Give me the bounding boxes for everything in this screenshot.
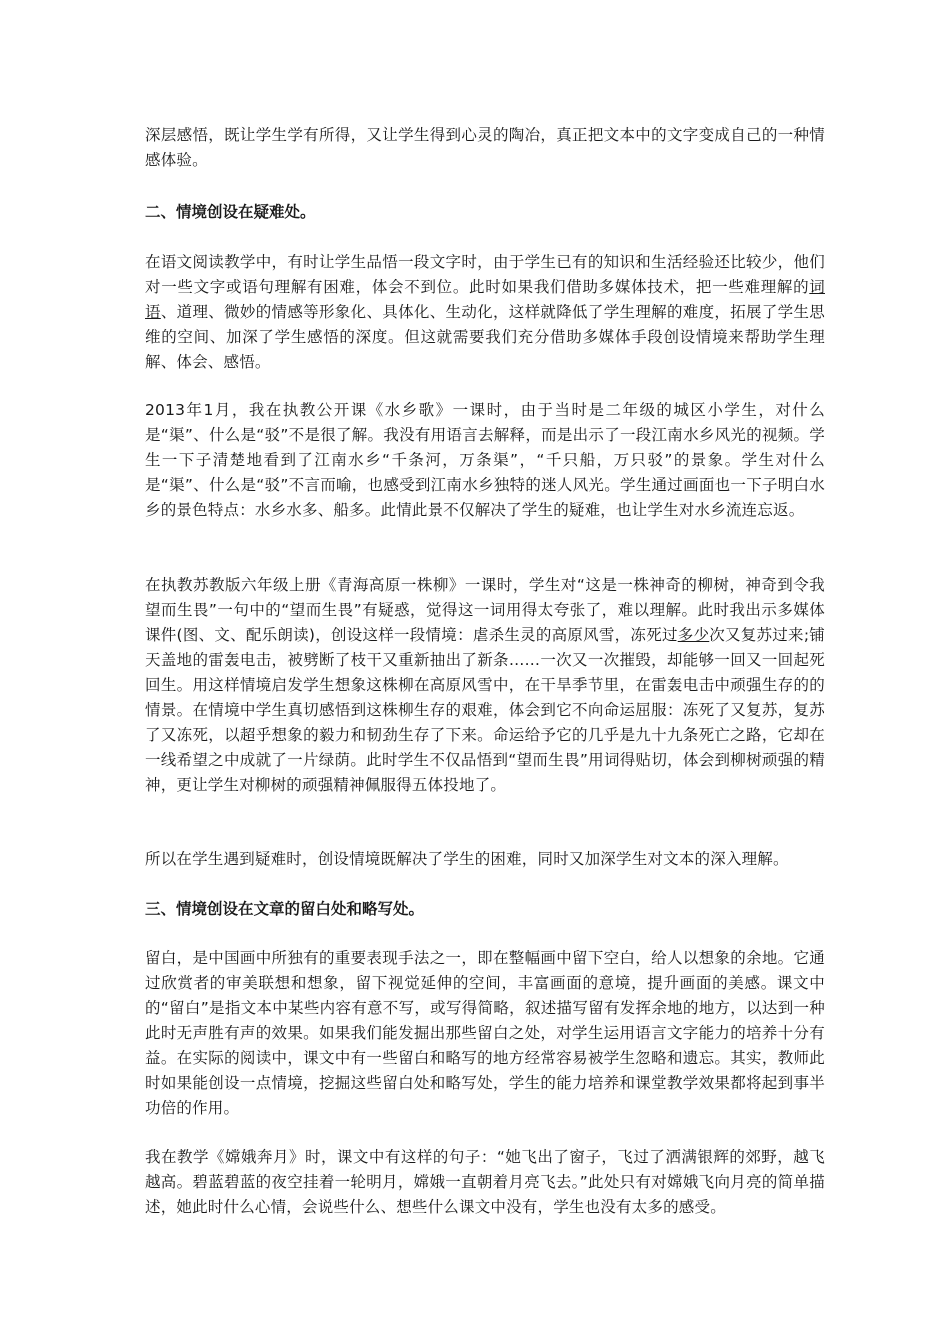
paragraph-liubai: 留白，是中国画中所独有的重要表现手法之一，即在整幅画中留下空白，给人以想象的余地。它通过欣赏者的审美联想和想象，留下视觉延伸的空间，丰富画面的意境，提升画面的美感。课文中的“留白”是指文本中某些内容有意不写，或写得简略，叙述描写留有发挥余地的地方，以达到一种此时无声胜有声的效果。如果我们能发掘出那些留白之处，对学生运用语言文字能力的培养十分有益。在实际的阅读中，课文中有一些留白和略写的地方经常容易被学生忽略和遗忘。其实，教师此时如果能创设一点情境，挖掘这些留白处和略写处，学生的能力培养和课堂教学效果都将起到事半功倍的作用。 [145, 949, 825, 1117]
paragraph-text: 在执教苏教版六年级上册《青海高原一株柳》一课时，学生对“这是一株神奇的柳树，神奇到令我望而生畏”一句中的“望而生畏”有疑惑，觉得这一词用得太夸张了，难以理解。此时我出示多媒体课件(图、文、配乐朗读)，创设这样一段情境：虐杀生灵的高原风雪，冻死过 [145, 576, 825, 644]
underlined-word: 词语 [145, 278, 825, 321]
paragraph-intro-continuation: 深层感悟，既让学生学有所得，又让学生得到心灵的陶冶，真正把文本中的文字变成自己的一种情感体验。 [145, 126, 825, 169]
paragraph-text: 次又复苏过来;铺天盖地的雷轰电击，被劈断了枝干又重新抽出了新条……一次又一次摧毁，却能够一回又一回起死回生。用这样情境启发学生想象这株柳在高原风雪中，在干旱季节里，在雷轰电击中顽强生存的的情景。在情境中学生真切感悟到这株柳生存的艰难，体会到它不向命运屈服：冻死了又复苏，复苏了又冻死，以超乎想象的毅力和韧劲生存了下来。命运给予它的几乎是九十九条死亡之路，它却在一线希望之中成就了一片绿荫。此时学生不仅品悟到“望而生畏”用词得贴切，体会到柳树顽强的精神，更让学生对柳树的顽强精神佩服得五体投地了。 [145, 626, 825, 794]
paragraph-example-shuixiangge: 2013年1月，我在执教公开课《水乡歌》一课时，由于当时是二年级的城区小学生，对什么是“渠”、什么是“驳”不是很了解。我没有用语言去解释，而是出示了一段江南水乡风光的视频。学生一下子清楚地看到了江南水乡“千条河，万条渠”，“千只船，万只驳”的景象。学生对什么是“渠”、什么是“驳”不言而喻，也感受到江南水乡独特的迷人风光。学生通过画面也一下子明白水乡的景色特点：水乡水多、船多。此情此景不仅解决了学生的疑难，也让学生对水乡流连忘返。 [145, 401, 825, 519]
section-heading-3: 三、情境创设在文章的留白处和略写处。 [145, 900, 425, 918]
section-heading-2: 二、情境创设在疑难处。 [145, 203, 316, 221]
paragraph-text: 在语文阅读教学中，有时让学生品悟一段文字时，由于学生已有的知识和生活经验还比较少，他们对一些文字或语句理解有困难，体会不到位。此时如果我们借助多媒体技术，把一些难理解的 [145, 253, 825, 296]
paragraph-section2-summary: 所以在学生遇到疑难时，创设情境既解决了学生的困难，同时又加深学生对文本的深入理解。 [145, 850, 789, 868]
paragraph-example-willow [145, 573, 825, 798]
underlined-word: 多少 [677, 626, 710, 644]
paragraph-example-change: 我在教学《嫦娥奔月》时，课文中有这样的句子：“她飞出了窗子，飞过了洒满银辉的郊野，越飞越高。碧蓝碧蓝的夜空挂着一轮明月，嫦娥一直朝着月亮飞去。”此处只有对嫦娥飞向月亮的简单描述，她此时什么心情，会说些什么、想些什么课文中没有，学生也没有太多的感受。 [145, 1148, 825, 1216]
paragraph-text: 、道理、微妙的情感等形象化、具体化、生动化，这样就降低了学生理解的难度，拓展了学生思维的空间、加深了学生感悟的深度。但这就需要我们充分借助多媒体手段创设情境来帮助学生理解、体会、感悟。 [145, 303, 826, 371]
paragraph-section2-intro [145, 250, 825, 375]
